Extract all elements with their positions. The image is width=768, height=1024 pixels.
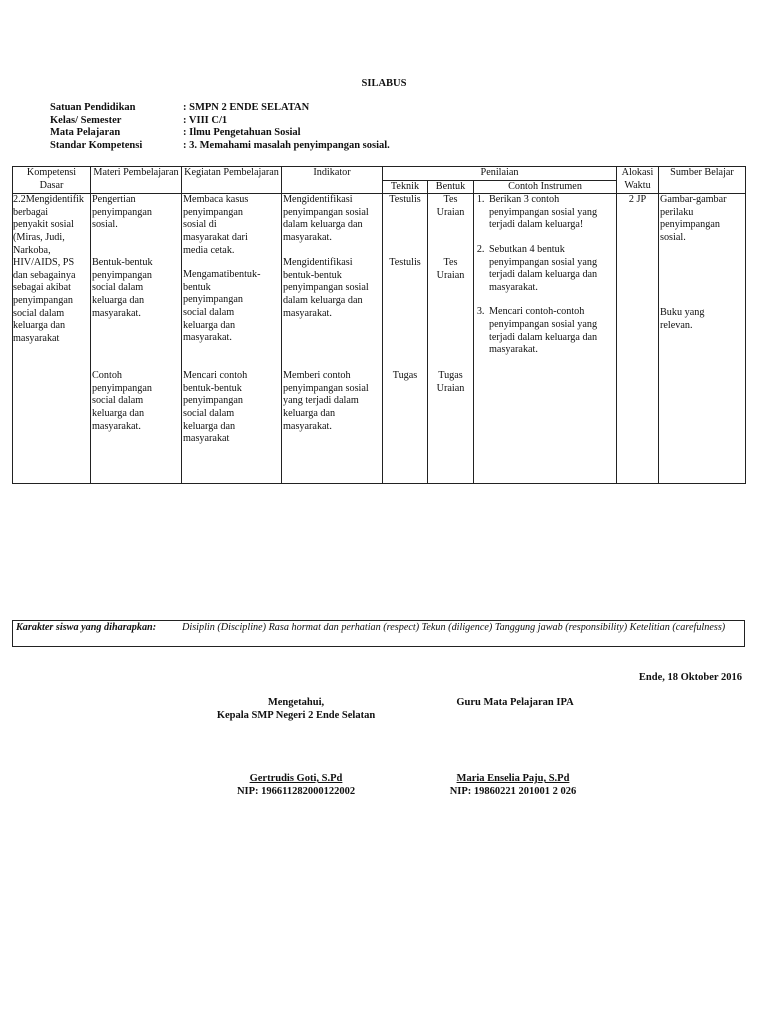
col-header-penilaian: Penilaian	[383, 167, 617, 181]
header-row-mapel	[50, 127, 390, 140]
signature-right-name-block	[408, 773, 618, 798]
instrumen-item: 2. Sebutkan 4 bentuk penyimpangan sosial yang terjadi dalam keluarga dan masyarakat.	[487, 244, 615, 294]
header-row-satuan	[50, 102, 390, 115]
col-header-indikator: Indikator	[282, 167, 383, 194]
signature-left-nip: NIP: 196611282000122002	[236, 785, 356, 797]
header-value: : 3. Memahami masalah penyimpangan sosial.	[183, 139, 390, 151]
header-label: Satuan Pendidikan	[50, 102, 136, 113]
cell-teknik	[383, 194, 428, 484]
kegiatan-item: Mengamatibentuk- bentuk penyimpangan social dalam keluarga dan masyarakat.	[183, 269, 261, 344]
kegiatan-item: Membaca kasus penyimpangan sosial di masyarakat dari media cetak.	[183, 194, 249, 256]
signature-right	[420, 697, 610, 710]
col-header-kegiatan: Kegiatan Pembelajaran	[182, 167, 282, 194]
indikator-item: Mengidentifikasi penyimpangan sosial dalam keluarga dan masyarakat.	[283, 194, 369, 243]
bentuk-item: Tugas Uraian	[436, 370, 465, 394]
signature-left	[196, 697, 396, 722]
signature-left-line2: Kepala SMP Negeri 2 Ende Selatan	[216, 709, 376, 721]
signature-left-name-block	[196, 773, 396, 798]
materi-item: Pengertian penyimpangan sosial.	[92, 194, 152, 231]
signature-right-nip: NIP: 19860221 201001 2 026	[449, 785, 577, 797]
karakter-label: Karakter siswa yang diharapkan:	[16, 622, 157, 633]
document-title: SILABUS	[361, 78, 407, 89]
signature-left-line1: Mengetahui,	[267, 697, 325, 708]
cell-alokasi: 2 JP	[617, 194, 659, 484]
teknik-item: Testulis	[389, 257, 421, 269]
cell-bentuk	[428, 194, 474, 484]
signature-left-name: Gertrudis Goti, S.Pd	[249, 773, 343, 784]
indikator-item: Mengidentifikasi bentuk-bentuk penyimpangan sosial dalam keluarga dan masyarakat.	[283, 257, 369, 319]
cell-kompetensi	[13, 194, 91, 484]
materi-item: Bentuk-bentuk penyimpangan social dalam keluarga dan masyarakat.	[92, 257, 153, 319]
header-label: Standar Kompetensi	[50, 139, 143, 151]
signature-right-name: Maria Enselia Paju, S.Pd	[456, 773, 570, 784]
header-value: : Ilmu Pengetahuan Sosial	[183, 127, 301, 138]
cell-sumber	[659, 194, 746, 484]
teknik-item: Tugas	[392, 370, 418, 382]
document-date: Ende, 18 Oktober 2016	[638, 672, 742, 683]
header-row-standar	[50, 140, 390, 153]
bentuk-item: Tes Uraian	[436, 194, 465, 218]
cell-contoh-instrumen	[474, 194, 617, 484]
header-row-kelas	[50, 115, 390, 128]
header-value: : SMPN 2 ENDE SELATAN	[183, 102, 310, 113]
cell-kegiatan	[182, 194, 282, 484]
sumber-item: Gambar-gambar perilaku penyimpangan sosial.	[660, 194, 727, 243]
instrumen-list	[475, 194, 615, 357]
col-header-alokasi: Alokasi Waktu	[617, 167, 659, 194]
silabus-table	[12, 166, 746, 484]
col-header-materi: Materi Pembelajaran	[91, 167, 182, 194]
col-header-teknik: Teknik	[383, 180, 428, 194]
teknik-item: Testulis	[389, 194, 421, 206]
col-header-bentuk: Bentuk	[428, 180, 474, 194]
header-label: Kelas/ Semester	[50, 114, 122, 126]
bentuk-item: Tes Uraian	[436, 257, 465, 281]
karakter-text: Disiplin (Discipline) Rasa hormat dan perhatian (respect) Tekun (diligence) Tanggung jawab (responsibility) Ketelitian (carefulness)	[182, 622, 726, 633]
kegiatan-item: Mencari contoh bentuk-bentuk penyimpangan social dalam keluarga dan masyarakat	[183, 370, 248, 445]
kompetensi-text: 2.2Mengidentifik berbagai penyakit sosial (Miras, Judi, Narkoba, HIV/AIDS, PS dan sebagainya sebagai akibat penyimpangan social dalam keluarga dan masyarakat	[13, 194, 85, 344]
indikator-item: Memberi contoh penyimpangan sosial yang terjadi dalam keluarga dan masyarakat.	[283, 370, 369, 432]
karakter-box	[12, 620, 745, 647]
instrumen-item: 3. Mencari contoh-contoh penyimpangan sosial yang terjadi dalam keluarga dan masyarakat.	[487, 306, 615, 356]
sumber-item: Buku yang relevan.	[660, 307, 705, 331]
materi-item: Contoh penyimpangan social dalam keluarga dan masyarakat.	[92, 370, 152, 432]
cell-indikator	[282, 194, 383, 484]
cell-materi	[91, 194, 182, 484]
instrumen-item: 1. Berikan 3 contoh penyimpangan sosial yang terjadi dalam keluarga!	[487, 194, 615, 232]
col-header-sumber: Sumber Belajar	[659, 167, 746, 194]
header-info	[50, 102, 390, 152]
col-header-contoh: Contoh Instrumen	[474, 180, 617, 194]
signature-right-line1: Guru Mata Pelajaran IPA	[456, 697, 574, 708]
header-label: Mata Pelajaran	[50, 127, 121, 138]
col-header-kompetensi: Kompetensi Dasar	[13, 167, 91, 194]
header-value: : VIII C/1	[183, 114, 228, 126]
